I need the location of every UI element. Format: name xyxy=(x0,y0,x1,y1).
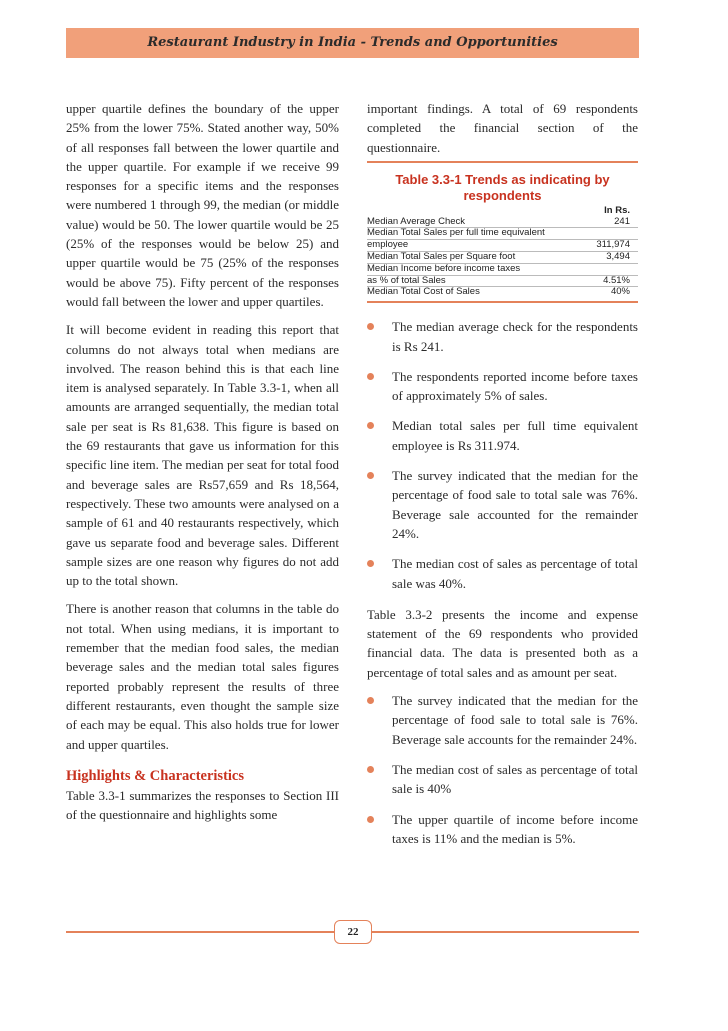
list-item-text: The median average check for the respondents is Rs 241. xyxy=(392,319,638,354)
page-number: 22 xyxy=(334,920,372,944)
table-row xyxy=(367,264,638,276)
income-list xyxy=(367,691,638,848)
list-item-text: The survey indicated that the median for the percentage of food sale to total sale was 76%. Beverage sale accounted for the remainder 24%. xyxy=(392,468,638,541)
bullet-dot-icon xyxy=(367,323,374,330)
row-label: Median Average Check xyxy=(367,215,466,227)
list-item-text: The median cost of sales as percentage of total sale is 40% xyxy=(392,761,638,797)
left-column xyxy=(66,99,339,824)
paragraph: There is another reason that columns in the table do not total. When using medians, it is important to remember that the median food sales, the median beverage sales and the median total sales figures reported probably represent the results of three different restaurants, even thought the sample size of each may be equal. This also holds true for lower and upper quartiles. xyxy=(66,601,339,752)
bullet-dot-icon xyxy=(367,816,374,823)
table-title: Table 3.3-1 Trends as indicating by respondents xyxy=(395,171,610,203)
row-label: employee xyxy=(367,239,409,251)
list-item-text: The median cost of sales as percentage of total sale was 40%. xyxy=(392,556,638,591)
bullet-dot-icon xyxy=(367,422,374,429)
row-value: 3,494 xyxy=(606,251,630,263)
right-column xyxy=(367,99,638,860)
bullet-dot-icon xyxy=(367,697,374,704)
paragraph: upper quartile defines the boundary of the upper 25% from the lower 75%. Stated another way, 50% of all responses fall between the lower quartile and the upper quartile. For example if we receive 99 responses for a specific items and the responses were numbered 1 through 99, the median (or middle value) would be 50. The lower quartile would be 25 (25% of the responses would be below 25) and upper quartile would be 75 (25% of the responses would be above 75). Fifty percent of the responses would fall between the lower and upper quartiles. xyxy=(66,101,339,309)
table-top-rule xyxy=(367,161,638,163)
list-item-text: The respondents reported income before taxes of approximately 5% of sales. xyxy=(392,368,638,404)
list-item xyxy=(367,760,638,799)
paragraph: It will become evident in reading this report that columns do not always total when medians are involved. The reason behind this is that each line item is analysed separately. In Table 3.3-1, when all amounts are arranged sequentially, the median total sale per seat is Rs 81,638. This figure is based on the 69 restaurants that gave us information for this specific line item. The median per seat for total food and beverage sales are Rs57,659 and Rs 18,564, respectively. These two amounts were analysed on a sample of 61 and 40 restaurants respectively, which gave us separate food and beverage sales. Different sample sizes are one reason why figures do not add up to the total shown. xyxy=(66,322,339,589)
list-item-text: Median total sales per full time equivalent employee is Rs 311.974. xyxy=(392,418,638,453)
row-value: 4.51% xyxy=(603,274,630,286)
row-label: Median Total Cost of Sales xyxy=(367,286,480,298)
paragraph: important findings. A total of 69 respondents completed the financial section of the questionnaire. xyxy=(367,101,638,155)
row-value xyxy=(630,264,638,275)
list-item xyxy=(367,367,638,406)
list-item xyxy=(367,810,638,849)
table-unit: In Rs. xyxy=(604,204,630,216)
paragraph: Table 3.3-2 presents the income and expense statement of the 69 respondents who provided financial data. The data is presented both as a percentage of total sales and as amount per seat. xyxy=(367,606,638,680)
list-item xyxy=(367,691,638,749)
row-value: 311,974 xyxy=(596,239,630,251)
list-item-text: The upper quartile of income before income taxes is 11% and the median is 5%. xyxy=(392,811,638,846)
row-label: Median Total Sales per Square foot xyxy=(367,251,516,263)
running-header-title: Restaurant Industry in India - Trends and Opportunities xyxy=(147,35,558,50)
row-value: 241 xyxy=(614,215,630,227)
highlights-list xyxy=(367,317,638,593)
row-label: Median Income before income taxes xyxy=(367,262,521,274)
row-label: Median Total Sales per full time equivalent xyxy=(367,227,545,239)
row-value xyxy=(630,228,638,239)
table-bottom-rule xyxy=(367,301,638,303)
list-item xyxy=(367,554,638,593)
list-item xyxy=(367,466,638,543)
row-label: as % of total Sales xyxy=(367,274,446,286)
trends-table xyxy=(367,206,638,298)
bullet-dot-icon xyxy=(367,373,374,380)
bullet-dot-icon xyxy=(367,766,374,773)
row-value: 40% xyxy=(610,286,630,298)
list-item xyxy=(367,416,638,455)
bullet-dot-icon xyxy=(367,560,374,567)
section-heading: Highlights & Characteristics xyxy=(66,767,245,784)
list-item-text: The survey indicated that the median for the percentage of food sale to total sale is 76%. Beverage sale accounts for the remainder 24%. xyxy=(392,693,638,747)
paragraph: Table 3.3-1 summarizes the responses to Section III of the questionnaire and highlights some xyxy=(66,787,339,823)
bullet-dot-icon xyxy=(367,472,374,479)
table-row xyxy=(367,287,638,298)
list-item xyxy=(367,317,638,356)
